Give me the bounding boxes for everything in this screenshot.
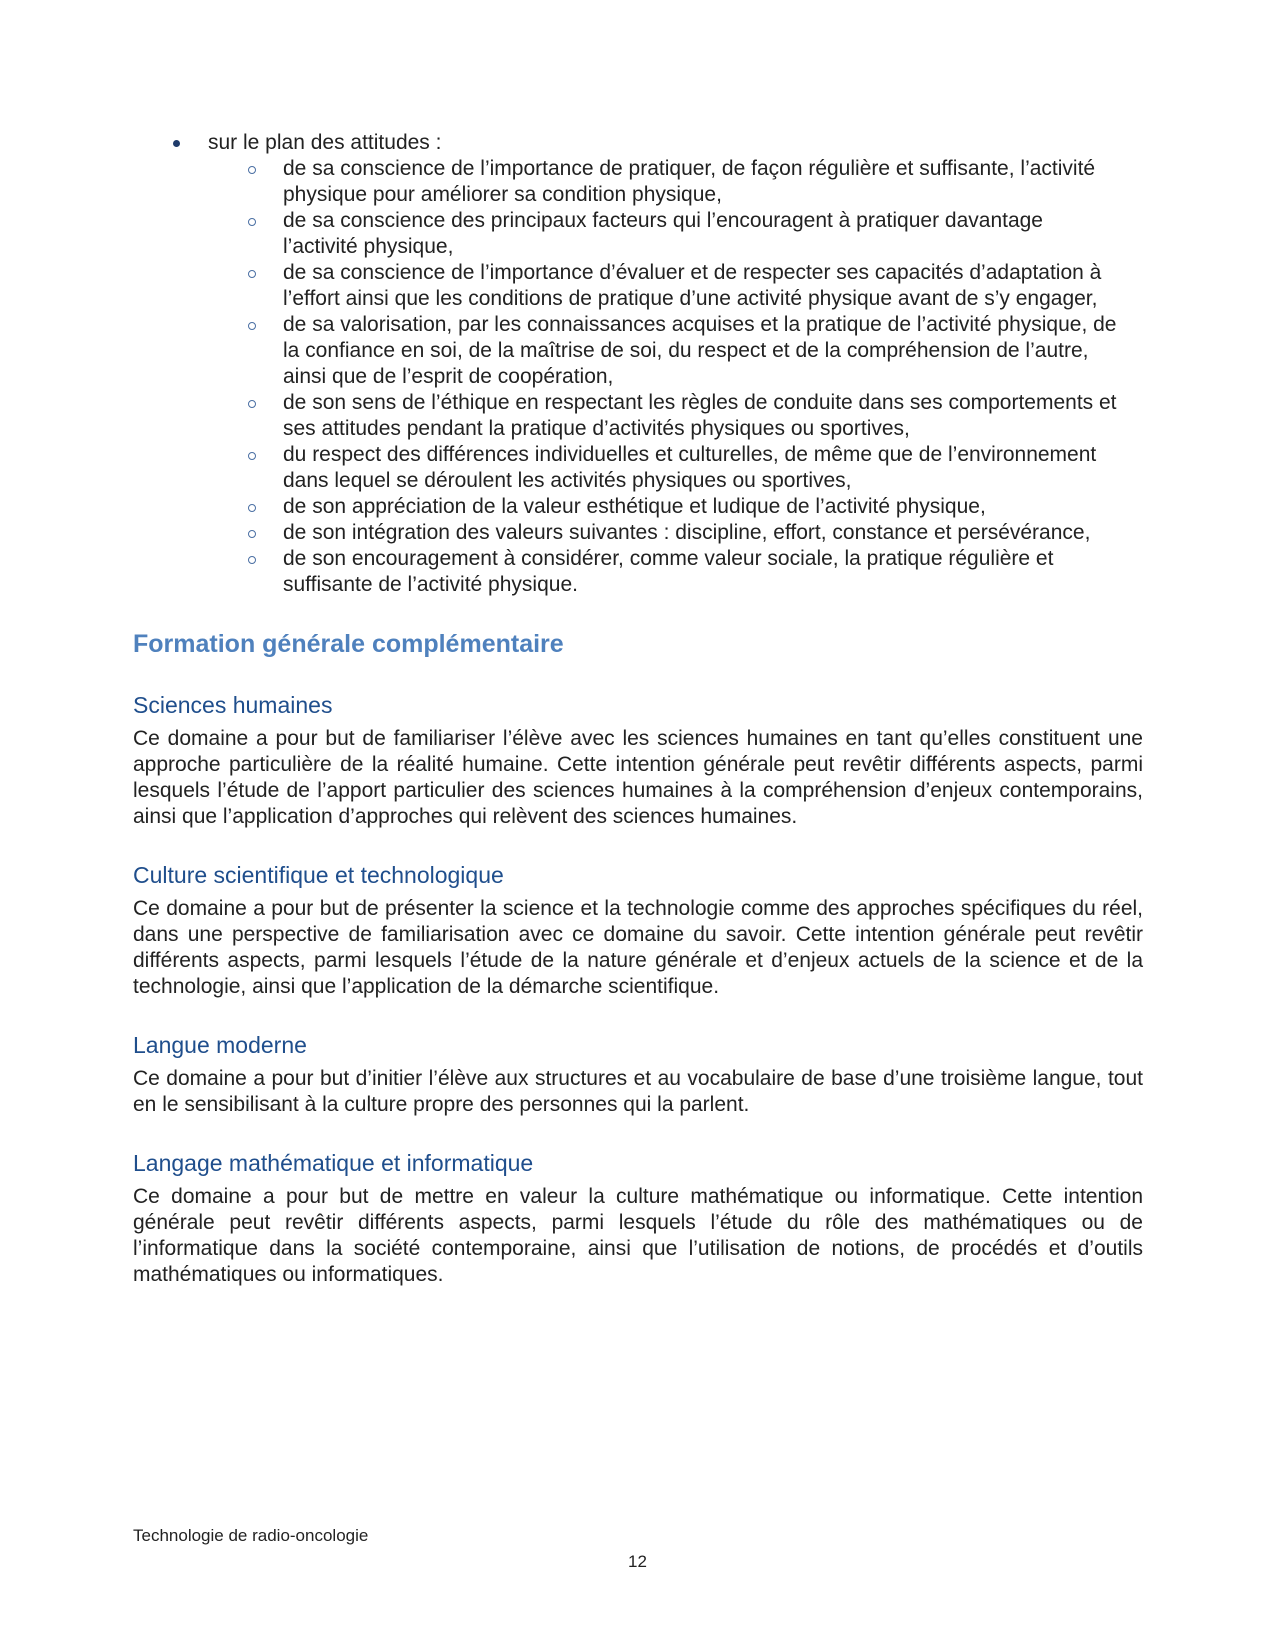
circle-bullet-icon [248,452,256,460]
circle-bullet-icon [248,400,256,408]
sub-list-item: de sa conscience de l’importance de pratiquer, de façon régulière et suffisante, l’activité physique pour améliorer sa condition physique, [133,156,1143,208]
bullet-dot-icon [173,140,180,147]
heading-sciences-humaines: Sciences humaines [133,692,333,718]
sub-list-item: du respect des différences individuelles et culturelles, de même que de l’environnement dans lequel se déroulent les activités physiques ou sportives, [133,442,1143,494]
circle-bullet-icon [248,530,256,538]
sub-list-item: de son sens de l’éthique en respectant les règles de conduite dans ses comportements et ses attitudes pendant la pratique d’activités physiques ou sportives, [133,390,1143,442]
paragraph-sciences-humaines: Ce domaine a pour but de familiariser l’élève avec les sciences humaines en tant qu’elles constituent une approche particulière de la réalité humaine. Cette intention générale peut revêtir différents aspects, parmi lesquels l’étude de l’apport particulier des sciences humaines à la compréhension d’enjeux contemporains, ainsi que l’application d’approches qui relèvent des sciences humaines. [133,727,1143,828]
paragraph-culture-scientifique: Ce domaine a pour but de présenter la science et la technologie comme des approches spécifiques du réel, dans une perspective de familiarisation avec ce domaine du savoir. Cette intention générale peut revêtir différents aspects, parmi lesquels l’étude de la nature générale et d’enjeux actuels de la science et de la technologie, ainsi que l’application de la démarche scientifique. [133,897,1143,998]
sub-list-item: de son intégration des valeurs suivantes : discipline, effort, constance et persévérance, [133,520,1143,546]
sub-list-item: de sa conscience de l’importance d’évaluer et de respecter ses capacités d’adaptation à l’effort ainsi que les conditions de pratique d’une activité physique avant de s’y engager, [133,260,1143,312]
page-number: 12 [628,1552,647,1571]
circle-bullet-icon [248,556,256,564]
paragraph-langue-moderne: Ce domaine a pour but d’initier l’élève aux structures et au vocabulaire de base d’une troisième langue, tout en le sensibilisant à la culture propre des personnes qui la parlent. [133,1067,1143,1116]
bullet-label: sur le plan des attitudes : [208,131,442,154]
sub-list-item: de son appréciation de la valeur esthétique et ludique de l’activité physique, [133,494,1143,520]
circle-bullet-icon [248,166,256,174]
sub-list-item: de sa conscience des principaux facteurs qui l’encouragent à pratiquer davantage l’activité physique, [133,208,1143,260]
circle-bullet-icon [248,270,256,278]
heading-culture-scientifique: Culture scientifique et technologique [133,862,504,888]
circle-bullet-icon [248,504,256,512]
heading-langage-mathematique: Langage mathématique et informatique [133,1150,534,1176]
heading-langue-moderne: Langue moderne [133,1032,307,1058]
section-title: Formation générale complémentaire [133,630,564,658]
page-content [133,130,1143,1288]
circle-bullet-icon [248,322,256,330]
circle-bullet-icon [248,218,256,226]
sub-list [133,156,1143,598]
sub-list-item: de sa valorisation, par les connaissances acquises et la pratique de l’activité physique, de la confiance en soi, de la maîtrise de soi, du respect et de la compréhension de l’autre, ainsi que de l’esprit de coopération, [133,312,1143,390]
paragraph-langage-mathematique: Ce domaine a pour but de mettre en valeur la culture mathématique ou informatique. Cette intention générale peut revêtir différents aspects, parmi lesquels l’étude du rôle des mathématiques ou de l’informatique dans la société contemporaine, ainsi que l’utilisation de notions, de procédés et d’outils mathématiques ou informatiques. [133,1185,1143,1286]
bullet-item [133,130,1143,156]
sub-list-item: de son encouragement à considérer, comme valeur sociale, la pratique régulière et suffisante de l’activité physique. [133,546,1143,598]
footer-title: Technologie de radio-oncologie [133,1526,369,1545]
